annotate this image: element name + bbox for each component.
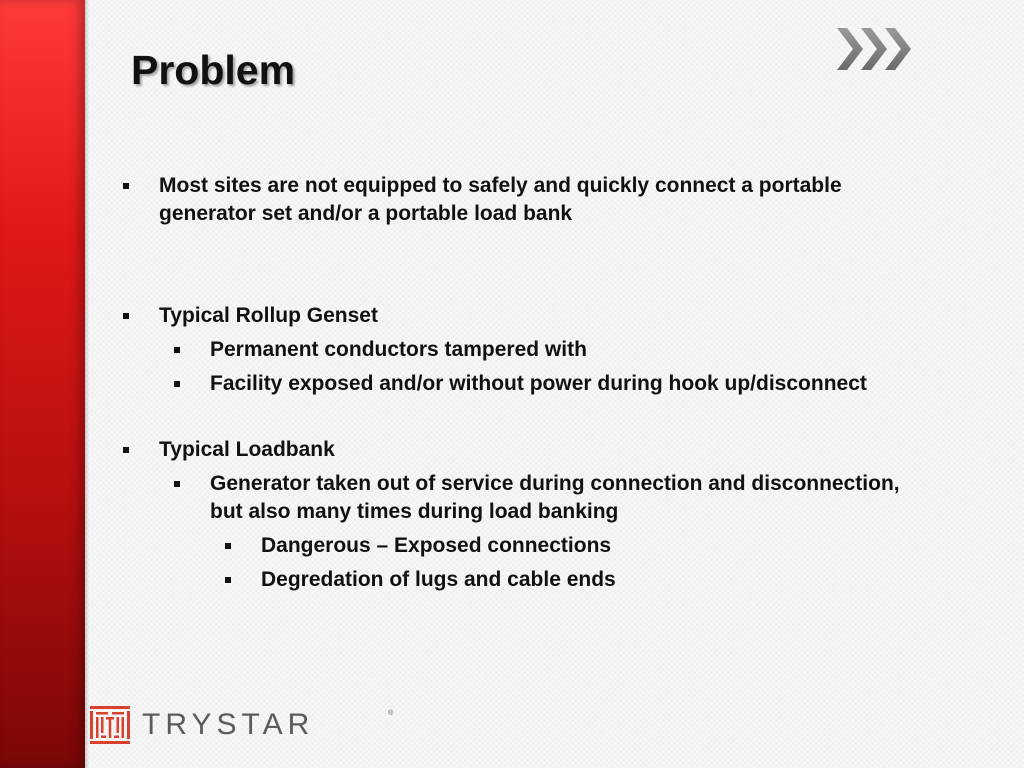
list-item-text: Generator taken out of service during connection and disconnection, but also many times during load banking xyxy=(210,472,900,523)
square-bullet-icon xyxy=(123,313,129,319)
list-item xyxy=(118,470,918,526)
square-bullet-icon xyxy=(123,183,129,189)
square-bullet-icon xyxy=(123,447,129,453)
list-item xyxy=(118,370,918,398)
list-item-text: Permanent conductors tampered with xyxy=(210,338,587,361)
list-item xyxy=(118,336,918,364)
square-bullet-icon xyxy=(174,347,180,353)
trademark-symbol: ® xyxy=(388,710,394,717)
list-item xyxy=(118,436,918,464)
list-item-text: Most sites are not equipped to safely and quickly connect a portable generator set and/or a portable load bank xyxy=(159,174,842,225)
square-bullet-icon xyxy=(174,481,180,487)
logo-wordmark: TRYSTAR xyxy=(142,708,315,741)
list-item-text: Typical Rollup Genset xyxy=(159,304,378,327)
triple-chevron-right-icon xyxy=(835,22,915,76)
list-item xyxy=(118,566,918,594)
square-bullet-icon xyxy=(225,543,231,549)
square-bullet-icon xyxy=(174,381,180,387)
list-item-text: Degredation of lugs and cable ends xyxy=(261,568,616,591)
trystar-mark-icon xyxy=(90,706,130,744)
square-bullet-icon xyxy=(225,577,231,583)
list-item-text: Facility exposed and/or without power during hook up/disconnect xyxy=(210,372,867,395)
bullet-list xyxy=(118,172,918,594)
list-item xyxy=(118,172,918,228)
slide-title: Problem xyxy=(131,47,296,93)
list-item-text: Typical Loadbank xyxy=(159,438,335,461)
list-item xyxy=(118,532,918,560)
red-side-bar xyxy=(0,0,85,768)
trystar-logo xyxy=(90,706,400,746)
list-item-text: Dangerous – Exposed connections xyxy=(261,534,612,557)
list-item xyxy=(118,302,918,330)
